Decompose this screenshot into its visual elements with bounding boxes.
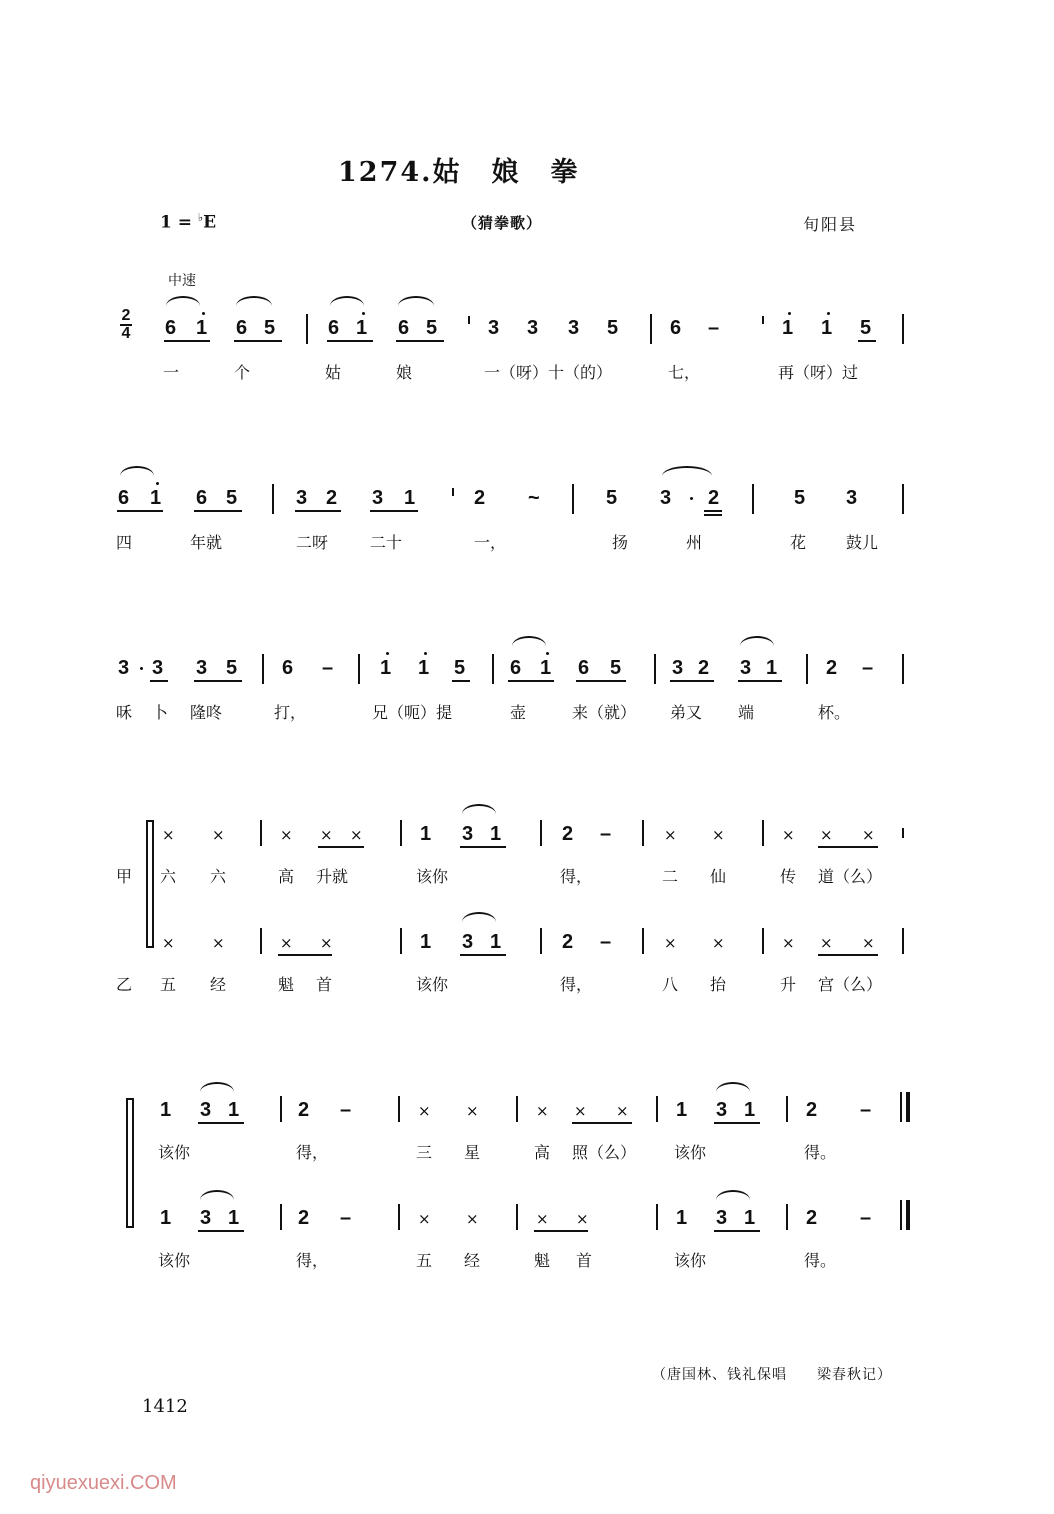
lyric: 经 bbox=[464, 1251, 481, 1270]
beam-underline bbox=[164, 340, 210, 342]
lyric: 照（么） bbox=[572, 1143, 637, 1162]
part-a-label: 甲 bbox=[116, 867, 133, 886]
slur-arc bbox=[512, 636, 546, 646]
note: 6 bbox=[670, 317, 682, 339]
note: 6 bbox=[118, 487, 130, 509]
beam-underline bbox=[818, 954, 878, 956]
beam-underline bbox=[572, 1122, 632, 1124]
x-beat: × bbox=[320, 934, 333, 952]
note: – bbox=[862, 657, 874, 679]
x-beat: × bbox=[782, 934, 795, 952]
x-beat: × bbox=[162, 934, 175, 952]
note: 1 bbox=[540, 657, 552, 679]
note: 1 bbox=[821, 317, 833, 339]
beam-underline bbox=[714, 1230, 760, 1232]
note: 5 bbox=[794, 487, 806, 509]
bar-line bbox=[752, 484, 754, 514]
octave-dot bbox=[424, 652, 427, 655]
lyric: 七， bbox=[668, 363, 701, 382]
lyric: 高 bbox=[278, 867, 295, 886]
note: 5 bbox=[226, 487, 238, 509]
bar-line bbox=[642, 820, 644, 846]
note: – bbox=[708, 317, 720, 339]
lyric: 得。 bbox=[804, 1143, 837, 1162]
note: 2 bbox=[708, 487, 720, 509]
bar-line bbox=[280, 1096, 282, 1122]
lyric: 卜 bbox=[152, 703, 169, 722]
lyric: 宫（么） bbox=[818, 975, 883, 994]
note: 1 bbox=[356, 317, 368, 339]
lyric: 一， bbox=[474, 533, 507, 552]
bar-line bbox=[656, 1204, 658, 1230]
bar-line bbox=[902, 928, 904, 954]
note: 5 bbox=[610, 657, 622, 679]
x-beat: × bbox=[162, 826, 175, 844]
note: 2 bbox=[698, 657, 710, 679]
beam-underline bbox=[117, 510, 163, 512]
note: 2 bbox=[474, 487, 486, 509]
lyric: 打， bbox=[274, 703, 307, 722]
note: 3 bbox=[740, 657, 752, 679]
note: 2 bbox=[298, 1099, 310, 1121]
note: 1 bbox=[228, 1207, 240, 1229]
x-beat: × bbox=[418, 1210, 431, 1228]
beam-underline bbox=[738, 680, 782, 682]
note: 6 bbox=[196, 487, 208, 509]
note: 1 bbox=[404, 487, 416, 509]
beam-underline bbox=[396, 340, 444, 342]
bar-line bbox=[902, 484, 904, 514]
lyric: 年就 bbox=[190, 533, 223, 552]
song-subtitle: （猜拳歌） bbox=[462, 214, 543, 232]
note: 1 bbox=[418, 657, 430, 679]
beam-underline bbox=[370, 510, 418, 512]
bar-line bbox=[152, 820, 154, 948]
note: 2 bbox=[562, 931, 574, 953]
lyric: 六 bbox=[210, 867, 227, 886]
slur-arc bbox=[716, 1190, 750, 1200]
bar-line bbox=[400, 820, 402, 846]
bar-line bbox=[656, 1096, 658, 1122]
lyric: 传 bbox=[780, 867, 797, 886]
lyric: 花 bbox=[790, 533, 807, 552]
credit-line: （唐国林、钱礼保唱 梁春秋记） bbox=[652, 1367, 892, 1383]
beam-underline bbox=[704, 514, 722, 516]
lyric: 扬 bbox=[612, 533, 629, 552]
lyric: 得， bbox=[560, 975, 593, 994]
slur-arc bbox=[200, 1190, 234, 1200]
slur-arc bbox=[200, 1082, 234, 1092]
note: 3 bbox=[152, 657, 164, 679]
lyric: 杯。 bbox=[818, 703, 851, 722]
x-beat: × bbox=[664, 826, 677, 844]
lyric: 八 bbox=[662, 975, 679, 994]
bar-line bbox=[786, 1204, 788, 1230]
region-label: 旬阳县 bbox=[803, 215, 858, 234]
bar-line bbox=[902, 828, 904, 838]
lyric: 二十 bbox=[370, 533, 403, 552]
bar-line bbox=[516, 1096, 518, 1122]
bar-line bbox=[400, 928, 402, 954]
lyric: 升就 bbox=[316, 867, 349, 886]
beam-underline bbox=[714, 1122, 760, 1124]
x-beat: × bbox=[820, 826, 833, 844]
bar-line bbox=[806, 654, 808, 684]
note: 1 bbox=[160, 1207, 172, 1229]
lyric: 五 bbox=[160, 975, 177, 994]
lyric: 仙 bbox=[710, 867, 727, 886]
lyric: 魁 bbox=[534, 1251, 551, 1270]
bar-line bbox=[280, 1204, 282, 1230]
bar-line bbox=[262, 654, 264, 684]
octave-dot bbox=[788, 312, 791, 315]
note: 3 bbox=[372, 487, 384, 509]
bar-line bbox=[902, 654, 904, 684]
note: 2 bbox=[806, 1207, 818, 1229]
note: – bbox=[600, 931, 612, 953]
bar-line bbox=[642, 928, 644, 954]
bar-line bbox=[358, 654, 360, 684]
lyric: 六 bbox=[160, 867, 177, 886]
x-beat: × bbox=[280, 934, 293, 952]
page-number: 1412 bbox=[142, 1396, 188, 1417]
note: 5 bbox=[606, 487, 618, 509]
note: 1 bbox=[420, 823, 432, 845]
lyric: 三 bbox=[416, 1143, 433, 1162]
beam-underline bbox=[295, 510, 341, 512]
beam-underline bbox=[194, 510, 242, 512]
x-beat: × bbox=[280, 826, 293, 844]
slur-arc bbox=[462, 804, 496, 814]
lyric: 来（就） bbox=[572, 703, 637, 722]
slur-arc bbox=[462, 912, 496, 922]
slur-arc bbox=[166, 296, 200, 306]
x-beat: × bbox=[212, 934, 225, 952]
lyric: 得， bbox=[296, 1143, 329, 1162]
beam-underline bbox=[194, 680, 242, 682]
lyric: 得。 bbox=[804, 1251, 837, 1270]
octave-dot bbox=[827, 312, 830, 315]
note: – bbox=[340, 1099, 352, 1121]
note: 5 bbox=[264, 317, 276, 339]
beam-underline bbox=[576, 680, 626, 682]
x-beat: × bbox=[820, 934, 833, 952]
x-beat: × bbox=[782, 826, 795, 844]
bar-line bbox=[260, 928, 262, 954]
lyric: 姑 bbox=[325, 363, 342, 382]
bar-line bbox=[260, 820, 262, 846]
x-beat: × bbox=[536, 1102, 549, 1120]
bar-line bbox=[762, 820, 764, 846]
lyric: 经 bbox=[210, 975, 227, 994]
note: 1 bbox=[490, 931, 502, 953]
note: 1 bbox=[160, 1099, 172, 1121]
note: 5 bbox=[860, 317, 872, 339]
note: 6 bbox=[578, 657, 590, 679]
note: 3 bbox=[716, 1207, 728, 1229]
note: 5 bbox=[454, 657, 466, 679]
bar-line bbox=[900, 1200, 902, 1230]
bar-line bbox=[762, 316, 764, 324]
bar-line bbox=[540, 820, 542, 846]
lyric: 星 bbox=[464, 1143, 481, 1162]
lyric: 首 bbox=[316, 975, 333, 994]
lyric: 咊 bbox=[116, 703, 133, 722]
part-b-label: 乙 bbox=[116, 975, 133, 994]
lyric: 该你 bbox=[158, 1251, 191, 1270]
lyric: 该你 bbox=[416, 867, 449, 886]
lyric: 兄（呃）提 bbox=[372, 703, 453, 722]
note: 1 bbox=[490, 823, 502, 845]
bar-line bbox=[900, 1092, 902, 1122]
lyric: 该你 bbox=[674, 1143, 707, 1162]
title-char-1: 姑 bbox=[432, 157, 462, 188]
title-char-2: 娘 bbox=[491, 157, 521, 188]
lyric: 五 bbox=[416, 1251, 433, 1270]
lyric: 得， bbox=[560, 867, 593, 886]
lyric: 抬 bbox=[710, 975, 727, 994]
x-beat: × bbox=[712, 934, 725, 952]
note: 3 bbox=[716, 1099, 728, 1121]
x-beat: × bbox=[664, 934, 677, 952]
lyric: 该你 bbox=[158, 1143, 191, 1162]
x-beat: × bbox=[350, 826, 363, 844]
octave-dot bbox=[156, 482, 159, 485]
lyric: 得， bbox=[296, 1251, 329, 1270]
slur-arc bbox=[398, 296, 434, 306]
note: 3 bbox=[200, 1099, 212, 1121]
bar-line bbox=[516, 1204, 518, 1230]
lyric: 二呀 bbox=[296, 533, 329, 552]
lyric: 鼓儿 bbox=[846, 533, 879, 552]
note: 5 bbox=[607, 317, 619, 339]
song-number: 1274. bbox=[338, 157, 433, 188]
lyric: 再（呀）过 bbox=[778, 363, 859, 382]
lyric: 弟又 bbox=[670, 703, 703, 722]
beam-underline bbox=[198, 1122, 244, 1124]
x-beat: × bbox=[212, 826, 225, 844]
beam-underline bbox=[534, 1230, 588, 1232]
bar-line bbox=[452, 488, 454, 496]
lyric: 一（呀）十（的） bbox=[484, 363, 613, 382]
note: – bbox=[600, 823, 612, 845]
lyric: 高 bbox=[534, 1143, 551, 1162]
bar-line bbox=[398, 1204, 400, 1230]
x-beat: × bbox=[574, 1102, 587, 1120]
bar-line bbox=[572, 484, 574, 514]
octave-dot bbox=[386, 652, 389, 655]
lyric: 首 bbox=[576, 1251, 593, 1270]
note: 1 bbox=[782, 317, 794, 339]
bar-line bbox=[654, 654, 656, 684]
lyric: 州 bbox=[686, 533, 703, 552]
note: 6 bbox=[236, 317, 248, 339]
beam-underline bbox=[858, 340, 876, 342]
octave-dot bbox=[690, 497, 693, 500]
beam-underline bbox=[452, 680, 470, 682]
note: 3 bbox=[488, 317, 500, 339]
note: 5 bbox=[226, 657, 238, 679]
song-title bbox=[338, 150, 580, 189]
octave-dot bbox=[140, 667, 143, 670]
note: 3 bbox=[200, 1207, 212, 1229]
lyric: 端 bbox=[738, 703, 755, 722]
note: 3 bbox=[660, 487, 672, 509]
x-beat: × bbox=[576, 1210, 589, 1228]
note: 1 bbox=[420, 931, 432, 953]
note: 1 bbox=[380, 657, 392, 679]
lyric: 该你 bbox=[416, 975, 449, 994]
lyric: 魁 bbox=[278, 975, 295, 994]
lyric: 隆咚 bbox=[190, 703, 223, 722]
beam-underline bbox=[150, 680, 168, 682]
x-beat: × bbox=[536, 1210, 549, 1228]
beam-underline bbox=[278, 954, 332, 956]
bar-line bbox=[902, 314, 904, 344]
lyric: 一 bbox=[163, 363, 180, 382]
note: 1 bbox=[676, 1099, 688, 1121]
time-signature: 2 4 bbox=[121, 307, 131, 342]
bar-line bbox=[540, 928, 542, 954]
slur-arc bbox=[740, 636, 774, 646]
slur-arc bbox=[662, 466, 712, 476]
note: 2 bbox=[562, 823, 574, 845]
note: 6 bbox=[282, 657, 294, 679]
note: 3 bbox=[462, 931, 474, 953]
bar-line bbox=[398, 1096, 400, 1122]
octave-dot bbox=[202, 312, 205, 315]
x-beat: × bbox=[862, 826, 875, 844]
x-beat: × bbox=[418, 1102, 431, 1120]
slur-arc bbox=[120, 466, 154, 476]
bar-line bbox=[306, 314, 308, 344]
x-beat: × bbox=[712, 826, 725, 844]
bar-line bbox=[786, 1096, 788, 1122]
note: – bbox=[860, 1207, 872, 1229]
beam-underline bbox=[704, 510, 722, 512]
lyric: 个 bbox=[234, 363, 251, 382]
note: – bbox=[322, 657, 334, 679]
watermark[interactable]: qiyuexuexi.COM bbox=[30, 1472, 177, 1494]
slur-arc bbox=[716, 1082, 750, 1092]
note: 3 bbox=[527, 317, 539, 339]
note: 3 bbox=[568, 317, 580, 339]
note: 5 bbox=[426, 317, 438, 339]
x-beat: × bbox=[616, 1102, 629, 1120]
x-beat: × bbox=[320, 826, 333, 844]
title-char-3: 拳 bbox=[550, 157, 580, 188]
note: 3 bbox=[118, 657, 130, 679]
note: 2 bbox=[326, 487, 338, 509]
note: 6 bbox=[328, 317, 340, 339]
note: 1 bbox=[744, 1207, 756, 1229]
note: 1 bbox=[676, 1207, 688, 1229]
bar-line bbox=[650, 314, 652, 344]
beam-underline bbox=[460, 954, 506, 956]
octave-dot bbox=[546, 652, 549, 655]
note: 1 bbox=[744, 1099, 756, 1121]
note: 3 bbox=[672, 657, 684, 679]
note: 2 bbox=[826, 657, 838, 679]
slur-arc bbox=[330, 296, 364, 306]
note: 6 bbox=[165, 317, 177, 339]
slur-arc bbox=[236, 296, 272, 306]
beam-underline bbox=[327, 340, 373, 342]
lyric: 娘 bbox=[396, 363, 413, 382]
note: 1 bbox=[228, 1099, 240, 1121]
note: 3 bbox=[196, 657, 208, 679]
lyric: 二 bbox=[662, 867, 679, 886]
bar-line bbox=[132, 1098, 134, 1228]
beam-underline bbox=[818, 846, 878, 848]
note: 1 bbox=[766, 657, 778, 679]
lyric: 壶 bbox=[510, 703, 527, 722]
bar-line bbox=[492, 654, 494, 684]
note: – bbox=[860, 1099, 872, 1121]
note: ~ bbox=[528, 487, 540, 509]
bar-line bbox=[468, 316, 470, 324]
x-beat: × bbox=[466, 1210, 479, 1228]
bar-line bbox=[762, 928, 764, 954]
note: 3 bbox=[462, 823, 474, 845]
lyric: 升 bbox=[780, 975, 797, 994]
x-beat: × bbox=[862, 934, 875, 952]
beam-underline bbox=[670, 680, 714, 682]
octave-dot bbox=[362, 312, 365, 315]
x-beat: × bbox=[466, 1102, 479, 1120]
flat-sign: ♭ bbox=[197, 211, 204, 224]
key-signature: 1 = ♭E bbox=[160, 211, 217, 233]
beam-underline bbox=[234, 340, 282, 342]
bar-line bbox=[272, 484, 274, 514]
lyric: 该你 bbox=[674, 1251, 707, 1270]
note: 1 bbox=[196, 317, 208, 339]
note: 1 bbox=[150, 487, 162, 509]
beam-underline bbox=[318, 846, 364, 848]
bar-line bbox=[906, 1092, 910, 1122]
beam-underline bbox=[198, 1230, 244, 1232]
note: 3 bbox=[846, 487, 858, 509]
beam-underline bbox=[508, 680, 554, 682]
bar-line bbox=[906, 1200, 910, 1230]
note: 2 bbox=[806, 1099, 818, 1121]
note: 6 bbox=[398, 317, 410, 339]
note: 6 bbox=[510, 657, 522, 679]
lyric: 四 bbox=[116, 533, 133, 552]
beam-underline bbox=[460, 846, 506, 848]
note: 3 bbox=[296, 487, 308, 509]
lyric: 道（么） bbox=[818, 867, 883, 886]
note: – bbox=[340, 1207, 352, 1229]
tempo-marking: 中速 bbox=[168, 273, 196, 289]
note: 2 bbox=[298, 1207, 310, 1229]
